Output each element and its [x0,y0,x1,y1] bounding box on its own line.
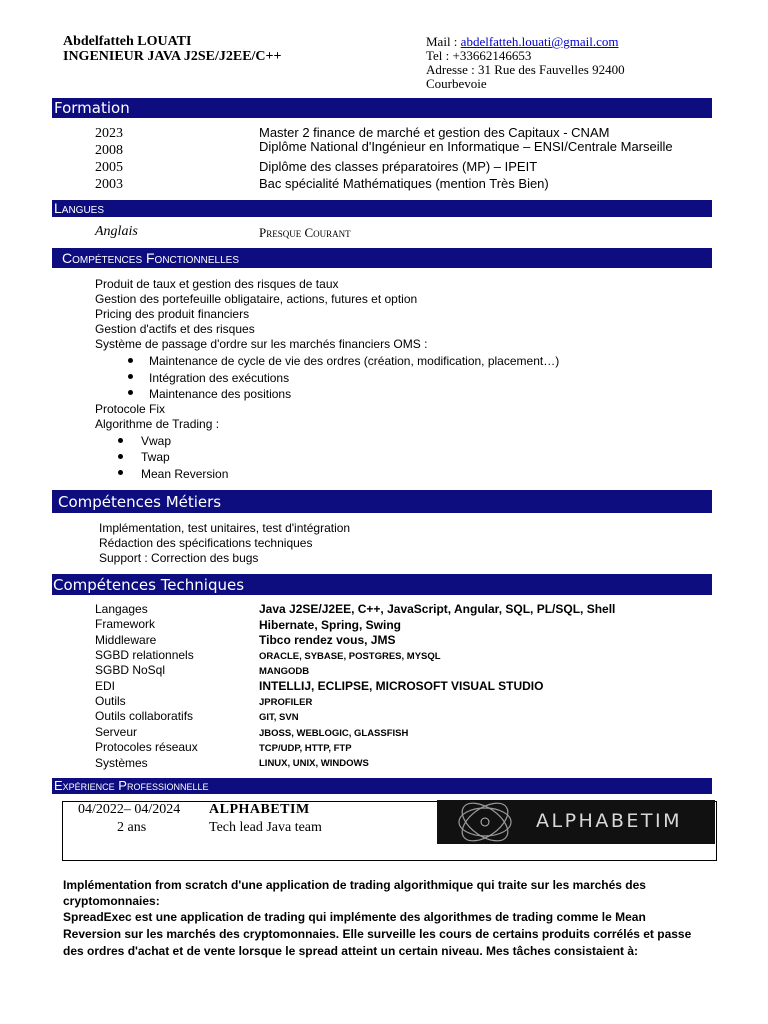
tech-value: GIT, SVN [259,712,299,723]
experience-period: 04/2022– 04/2024 [78,802,181,817]
competences-fonctionnelles-heading: Compétences Fonctionnelles [62,250,240,266]
tech-label: Outils [95,694,126,708]
formation-degree: Bac spécialité Mathématiques (mention Très Bien) [259,176,549,191]
language-level: Presque Courant [259,225,351,240]
tech-value: ORACLE, SYBASE, POSTGRES, MYSQL [259,651,441,662]
experience-company: ALPHABETIM [209,802,310,817]
experience-heading: Expérience Professionnelle [54,778,209,793]
formation-year: 2023 [95,126,123,141]
formation-year: 2003 [95,177,123,192]
tech-value: MANGODB [259,666,310,677]
bullet-icon [118,438,123,443]
bullet-icon [128,358,133,363]
formation-section-bar [52,98,712,118]
algo-bullet-item: Vwap [141,434,172,448]
job-title: INGENIEUR JAVA J2SE/J2EE/C++ [63,49,282,64]
competences-metiers-heading: Compétences Métiers [58,493,222,511]
fonctionnelle-item: Système de passage d'ordre sur les marchés financiers OMS : [95,337,428,351]
tech-value: JBOSS, WEBLOGIC, GLASSFISH [259,728,409,739]
logo-swirl-icon [445,800,525,844]
experience-description-line: SpreadExec est une application de trading qui implémente des algorithmes de trading comme le Mean [63,910,646,924]
algo-bullet-item: Twap [141,450,170,464]
mail-label: Mail : [426,34,461,49]
formation-degree: Diplôme National d'Ingénieur en Informatique – ENSI/Centrale Marseille [259,139,673,154]
oms-bullet-item: Intégration des exécutions [149,371,290,385]
tech-value: Hibernate, Spring, Swing [259,618,402,632]
metier-item: Support : Correction des bugs [99,551,259,565]
tech-label: Middleware [95,633,157,647]
experience-duration: 2 ans [117,820,147,835]
formation-heading: Formation [54,99,130,117]
fonctionnelle-item: Gestion des portefeuille obligataire, actions, futures et option [95,292,418,306]
fonctionnelle-item: Produit de taux et gestion des risques de taux [95,277,339,291]
company-logo [437,800,715,844]
formation-year: 2008 [95,143,123,158]
protocole-fix: Protocole Fix [95,402,166,416]
experience-description-line: cryptomonnaies: [63,894,160,908]
address-line-1: Adresse : 31 Rue des Fauvelles 92400 [426,62,625,77]
language-name: Anglais [95,224,138,239]
fonctionnelle-item: Pricing des produit financiers [95,307,250,321]
competences-fonctionnelles-section-bar [52,248,712,268]
address-line-2: Courbevoie [426,76,487,91]
experience-description-line: Implémentation from scratch d'une application de trading algorithmique qui traite sur les marchés des [63,878,646,892]
tech-value: JPROFILER [259,697,313,708]
tech-value: INTELLIJ, ECLIPSE, MICROSOFT VISUAL STUDIO [259,679,544,693]
bullet-icon [118,470,123,475]
candidate-name: Abdelfatteh LOUATI [63,34,192,49]
algo-bullet-item: Mean Reversion [141,467,229,481]
tech-label: Protocoles réseaux [95,740,198,754]
tech-label: Langages [95,602,148,616]
tech-value: TCP/UDP, HTTP, FTP [259,743,352,754]
tech-value: Java J2SE/J2EE, C++, JavaScript, Angular, SQL, PL/SQL, Shell [259,602,616,616]
metier-item: Rédaction des spécifications techniques [99,536,313,550]
tech-label: Serveur [95,725,138,739]
tech-label: Outils collaboratifs [95,709,194,723]
experience-description-line: des ordres d'achat et de vente lorsque le spread atteint un certain niveau. Mes tâches consistaient à: [63,944,639,958]
tech-value: LINUX, UNIX, WINDOWS [259,758,369,769]
bullet-icon [128,374,133,379]
formation-year: 2005 [95,160,123,175]
competences-techniques-heading: Compétences Techniques [53,576,245,594]
tech-label: EDI [95,679,116,693]
mail-link[interactable]: abdelfatteh.louati@gmail.com [460,34,619,49]
tech-label: Systèmes [95,756,148,770]
experience-role: Tech lead Java team [209,820,322,835]
tech-label: Framework [95,617,156,631]
tech-label: SGBD relationnels [95,648,194,662]
formation-degree: Diplôme des classes préparatoires (MP) – IPEIT [259,159,538,174]
experience-description-line: Reversion sur les marchés des cryptomonnaies. Elle surveille les cours de certains produits corrélés et passe [63,927,692,941]
fonctionnelle-item: Gestion d'actifs et des risques [95,322,255,336]
tech-label: SGBD NoSql [95,663,166,677]
langues-section-bar [52,200,712,217]
tel-line: Tel : +33662146653 [426,48,532,63]
oms-bullet-item: Maintenance de cycle de vie des ordres (création, modification, placement…) [149,354,560,368]
oms-bullet-item: Maintenance des positions [149,387,292,401]
competences-techniques-section-bar [52,574,712,595]
bullet-icon [128,390,133,395]
langues-heading: Langues [54,200,105,216]
competences-metiers-section-bar [52,490,712,513]
metier-item: Implémentation, test unitaires, test d'intégration [99,521,351,535]
algo-label: Algorithme de Trading : [95,417,220,431]
formation-degree: Master 2 finance de marché et gestion des Capitaux - CNAM [259,125,610,140]
logo-text: ALPHABETIM [536,810,682,832]
bullet-icon [118,454,123,459]
tech-value: Tibco rendez vous, JMS [259,633,396,647]
experience-section-bar [52,778,712,794]
